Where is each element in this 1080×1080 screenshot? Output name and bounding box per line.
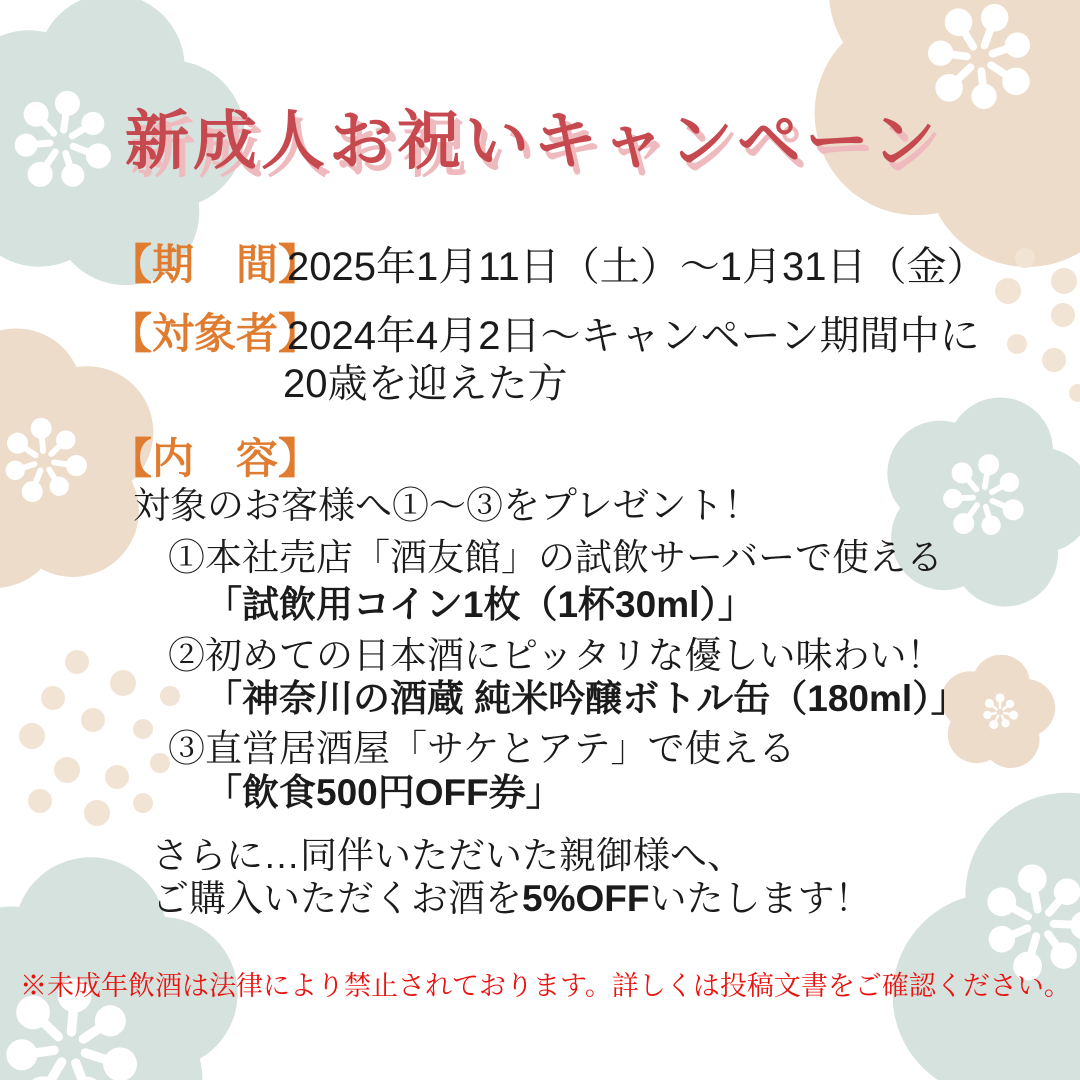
discount-highlight: 5%OFF (522, 878, 650, 919)
bonus-line-2-pre: ご購入いただくお酒を (152, 878, 522, 919)
period-value: 2025年1月11日（土）〜1月31日（金） (287, 245, 987, 289)
gift-item-2-name: 「神奈川の酒蔵 純米吟醸ボトル缶（180ml）」 (205, 678, 968, 719)
content-intro: 対象のお客様へ①〜③をプレゼント！ (133, 485, 761, 526)
target-label: 【対象者】 (110, 310, 321, 357)
gift-item-2-desc: ②初めての日本酒にピッタリな優しい味わい！ (168, 635, 944, 676)
target-value-line1: 2024年4月2日〜キャンペーン期間中に (287, 314, 980, 358)
page-title: 新成人お祝いキャンペーン (125, 105, 940, 177)
gift-item-3-desc: ③直営居酒屋「サケとアテ」で使える (168, 728, 796, 769)
gift-item-1-desc: ①本社売店「酒友館」の試飲サーバーで使える (168, 537, 944, 578)
content-label: 【内 容】 (110, 435, 321, 482)
period-label: 【期 間】 (110, 241, 321, 288)
bonus-line-1: さらに…同伴いただいた親御様へ、 (152, 835, 744, 876)
footer-notice: ※未成年飲酒は法律により禁止されております。詳しくは投稿文書をご確認ください。 (20, 971, 1071, 1001)
confetti-dots-right (995, 248, 1080, 402)
bonus-line-2 (152, 879, 871, 920)
bonus-line-2-post: いたします！ (649, 878, 872, 919)
target-value-line2: 20歳を迎えた方 (283, 362, 568, 406)
gift-item-3-name: 「飲食500円OFF券」 (205, 772, 563, 813)
gift-item-1-name: 「試飲用コイン1枚（1杯30ml）」 (205, 584, 755, 625)
confetti-dots-left (19, 650, 180, 826)
plum-blossom-shape (844, 735, 1080, 1080)
